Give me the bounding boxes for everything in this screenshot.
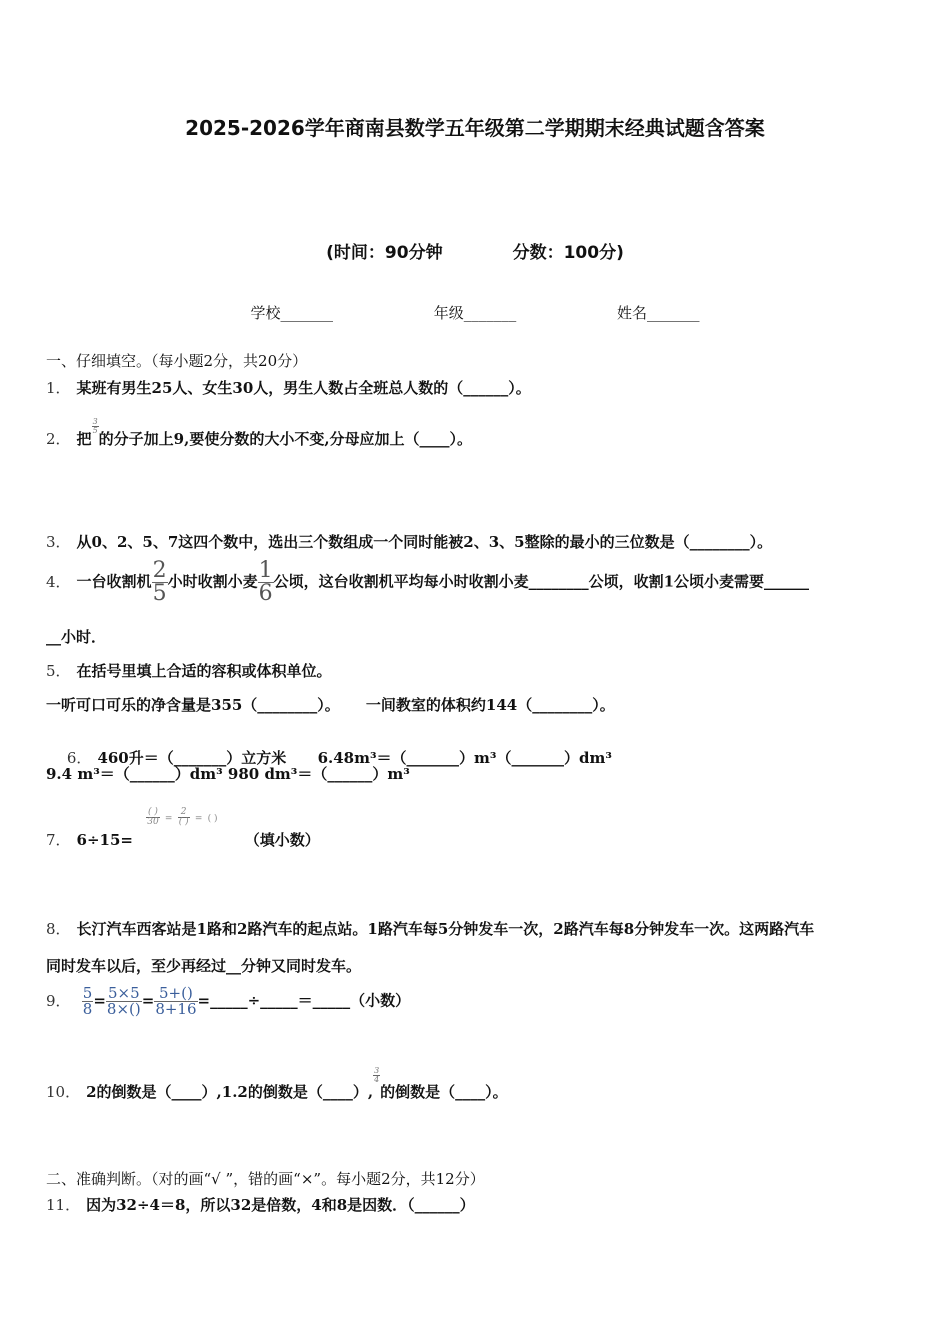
equals-sign: = xyxy=(141,991,155,1010)
question-text: 从0、2、5、7这四个数中，选出三个数组成一个同时能被2、3、5整除的最小的三位数是（________）。 xyxy=(76,533,773,551)
time-limit: (时间：90分钟 xyxy=(326,243,443,263)
question-5 xyxy=(46,660,332,681)
name-field: 姓名_______ xyxy=(617,304,700,322)
question-5-line-2: 一听可口可乐的净含量是355（________）。 一间教室的体积约144（________）。 xyxy=(46,696,615,714)
numerator: 3 xyxy=(92,416,98,426)
denominator: 30 xyxy=(147,816,159,827)
question-8 xyxy=(46,918,814,939)
question-2 xyxy=(46,416,473,449)
numerator: 1 xyxy=(258,558,273,583)
denominator: 8+16 xyxy=(155,1000,197,1018)
question-7 xyxy=(46,805,320,849)
denominator: ( ) xyxy=(178,816,189,827)
equals-sign: = xyxy=(93,991,106,1010)
question-text: 2的倒数是（____）,1.2的倒数是（____）, xyxy=(86,1083,374,1101)
denominator: 4 xyxy=(374,1074,380,1084)
student-info xyxy=(0,302,950,323)
denominator: 5 xyxy=(152,581,167,606)
question-text: =_____÷_____＝_____（小数） xyxy=(197,991,411,1010)
question-text: 某班有男生25人、女生30人，男生人数占全班总人数的（______）。 xyxy=(76,379,531,397)
numerator: 5 xyxy=(82,984,93,1002)
question-number: 4． xyxy=(46,572,71,591)
question-9 xyxy=(46,986,410,1017)
fraction-3-4 xyxy=(373,1067,380,1084)
denominator: 8×() xyxy=(106,1000,141,1018)
numerator: 3 xyxy=(374,1065,380,1075)
question-8-continuation: 同时发车以后，至少再经过__分钟又同时发车。 xyxy=(46,957,362,975)
fraction-2-over-blank xyxy=(178,808,190,827)
denominator: 8 xyxy=(82,1000,93,1018)
question-text: 6÷15= xyxy=(76,831,133,849)
question-4 xyxy=(46,560,809,605)
exam-subtitle xyxy=(0,238,950,263)
fraction-5-8 xyxy=(82,986,94,1017)
question-1 xyxy=(46,377,531,398)
question-number: 6． xyxy=(66,749,92,767)
question-text: 一台收割机 xyxy=(76,572,152,591)
question-number: 1． xyxy=(46,379,71,397)
question-4-continuation: __小时． xyxy=(46,628,107,646)
fraction-5x5-over-8x xyxy=(106,986,142,1017)
numerator: ( ) xyxy=(148,806,158,817)
question-10 xyxy=(46,1065,508,1102)
question-number: 5． xyxy=(46,662,71,680)
grade-field: 年级_______ xyxy=(433,304,517,322)
question-text: 460升＝（_______）立方米 6.48m³＝（_______）m³（_______）dm³ xyxy=(97,749,612,767)
question-number: 3． xyxy=(46,533,71,551)
question-number: 11． xyxy=(46,1196,81,1214)
question-number: 7． xyxy=(46,831,71,849)
question-text: 的倒数是（____）。 xyxy=(380,1083,508,1101)
equals-sign: = xyxy=(164,814,173,824)
question-text: 把 xyxy=(76,430,92,448)
fraction-2-5 xyxy=(152,560,168,605)
denominator: 5 xyxy=(92,425,98,435)
question-text: 在括号里填上合适的容积或体积单位。 xyxy=(76,662,332,680)
fraction xyxy=(92,418,99,435)
school-field: 学校_______ xyxy=(250,304,333,322)
denominator: 6 xyxy=(258,581,273,606)
fraction-blank-over-30 xyxy=(146,808,159,827)
question-text: （填小数） xyxy=(244,831,320,849)
fraction-5plus-over-8plus16 xyxy=(154,986,197,1017)
numerator: 2 xyxy=(152,558,167,583)
question-3 xyxy=(46,531,772,552)
page-title: 2025-2026学年商南县数学五年级第二学期期末经典试题含答案 xyxy=(185,116,765,140)
question-number: 9． xyxy=(46,991,71,1010)
numerator: 5+() xyxy=(154,986,197,1002)
question-text: 小时收割小麦 xyxy=(167,572,258,591)
question-text: 的分子加上9,要使分数的大小不变,分母应加上（____）。 xyxy=(98,430,473,448)
question-6-line-2: 9.4 m³＝（______）dm³ 980 dm³＝（______）m³ xyxy=(46,765,410,783)
section-1-heading: 一、仔细填空。（每小题2分，共20分） xyxy=(46,352,308,370)
question-text: 长汀汽车西客站是1路和2路汽车的起点站。1路汽车每5分钟发车一次，2路汽车每8分钟发车一次。这两路汽车 xyxy=(76,920,815,938)
question-text: 公顷，这台收割机平均每小时收割小麦________公顷，收割1公顷小麦需要______ xyxy=(273,572,810,591)
question-number: 8． xyxy=(46,920,71,938)
question-text: 因为32÷4＝8，所以32是倍数，4和8是因数．（______） xyxy=(86,1196,475,1214)
answer-blank: ( ) xyxy=(207,814,218,824)
question-11 xyxy=(46,1194,475,1215)
question-number: 10． xyxy=(46,1083,81,1101)
equals-sign: = xyxy=(194,814,203,824)
total-score: 分数：100分) xyxy=(512,243,624,263)
numerator: 5×5 xyxy=(106,986,142,1002)
question-number: 2． xyxy=(46,430,71,448)
numerator: 2 xyxy=(178,808,190,818)
fraction-1-6 xyxy=(258,560,274,605)
section-2-heading: 二、准确判断。（对的画“√ ”，错的画“×”。每小题2分，共12分） xyxy=(46,1170,485,1188)
